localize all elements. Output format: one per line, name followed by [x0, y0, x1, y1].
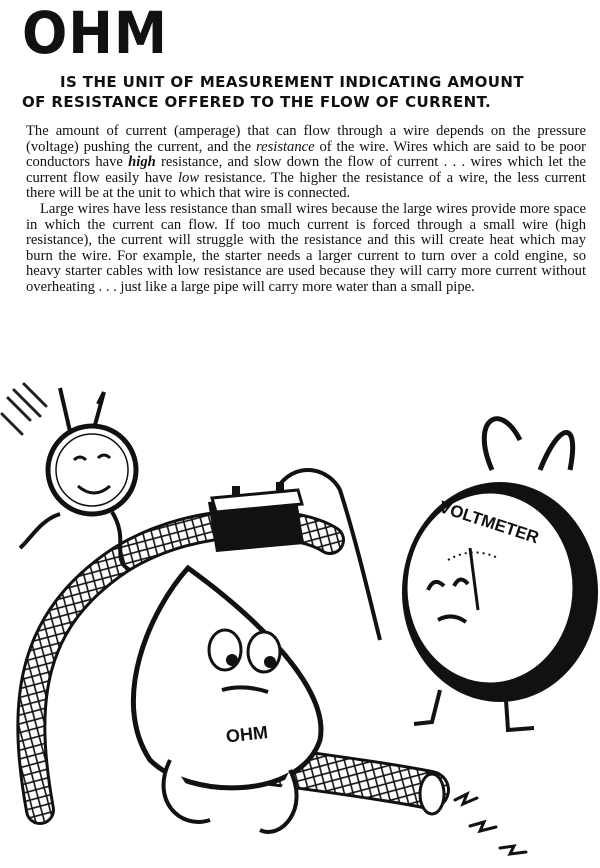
subtitle-line-2: OF RESISTANCE OFFERED TO THE FLOW OF CURRENT. — [22, 93, 492, 111]
paragraph-2: Large wires have less resistance than small wires because the large wires provide more space in which the current can flow. If too much current is forced through a small wire (high resistance), the current will struggle with the resistance and this will create heat which may burn the wire. For example, the starter needs a larger current to turn over a cold engine, so heavy starter cables with low resistance are used because they will carry more current without overheating . . . just like a large pipe will carry more water than a small pipe. — [26, 200, 586, 295]
subtitle — [22, 72, 587, 112]
ohm-character — [133, 568, 321, 832]
paragraph-1: The amount of current (amperage) that can flow through a wire depends on the pressure (voltage) pushing the current, and the resistance of the wire. Wires which are said to be poor conductors have high resistance, and slow down the flow of current . . . wires which let the current flow easily have low resistance. The higher the resistance of a wire, the less current there will be at the unit to which that wire is connected. — [26, 123, 586, 202]
cartoon-illustration — [0, 378, 600, 868]
voltmeter-character — [402, 419, 598, 730]
spark-lines — [455, 794, 526, 854]
ohm-label: OHM — [224, 722, 269, 747]
page-title: OHM — [22, 0, 168, 67]
voltmeter-label: VOLTMETER — [436, 497, 542, 548]
subtitle-line-1: IS THE UNIT OF MEASUREMENT INDICATING AMOUNT — [60, 73, 524, 91]
motion-lines — [2, 384, 46, 434]
body-text — [26, 124, 586, 296]
